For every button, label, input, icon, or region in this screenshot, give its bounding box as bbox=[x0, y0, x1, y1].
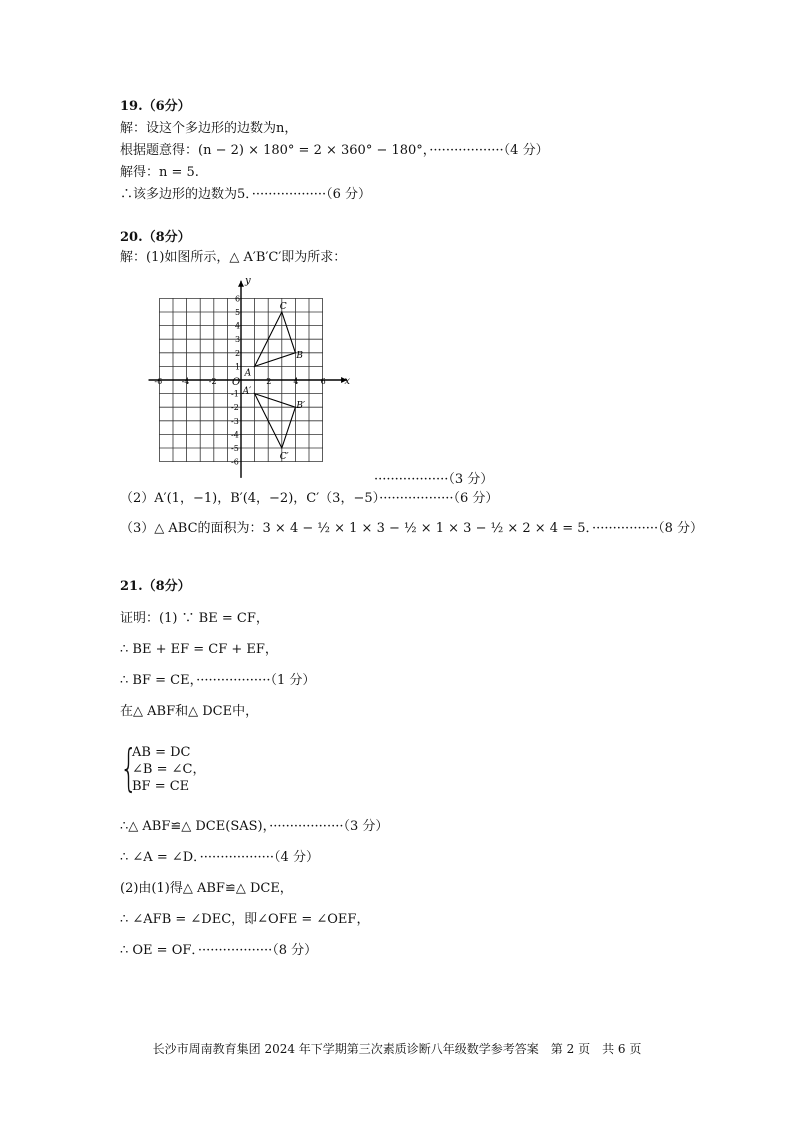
point-label: C bbox=[279, 302, 287, 312]
y-axis-arrow bbox=[238, 281, 244, 287]
q20-line-1: 解：(1)如图所示，△ A′B′C′即为所求： bbox=[120, 250, 347, 265]
coordinate-grid-figure bbox=[140, 268, 370, 478]
y-tick-label: -1 bbox=[231, 389, 239, 399]
q21-line-7: (2)由(1)得△ ABF≌△ DCE， bbox=[120, 881, 293, 896]
q21-header: 21.（8分） bbox=[120, 579, 191, 594]
origin-label: O bbox=[232, 377, 241, 388]
q21-line-3: ∴ BF = CE，··················（1 分） bbox=[120, 673, 316, 688]
q21-line-9: ∴ OE = OF．··················（8 分） bbox=[120, 943, 318, 958]
point-label: A′ bbox=[242, 386, 252, 397]
q19-line-3: 解得：n = 5. bbox=[120, 165, 199, 180]
q21-line-1: 证明：(1) ∵ BE = CF， bbox=[120, 611, 269, 626]
x-tick-label: 6 bbox=[320, 377, 326, 386]
system-line-1: AB = DC bbox=[132, 745, 191, 760]
y-tick-label: -6 bbox=[231, 457, 239, 467]
point-label: B′ bbox=[296, 401, 306, 412]
y-tick-label: 2 bbox=[235, 348, 241, 358]
point-label: A bbox=[244, 368, 252, 379]
page-footer: 长沙市周南教育集团 2024 年下学期第三次素质诊断八年级数学参考答案 第 2 页 共 6 页 bbox=[152, 1042, 642, 1056]
tick-labels bbox=[154, 275, 350, 466]
y-axis-label: y bbox=[245, 275, 251, 287]
y-tick-label: 6 bbox=[235, 294, 241, 304]
q20-header: 20.（8分） bbox=[120, 230, 191, 245]
y-tick-label: -3 bbox=[231, 416, 239, 426]
x-tick-label: -2 bbox=[208, 377, 217, 386]
q21-line-8: ∴ ∠AFB = ∠DEC，即∠OFE = ∠OEF， bbox=[120, 912, 370, 927]
system-line-3: BF = CE bbox=[132, 779, 190, 794]
x-tick-label: -6 bbox=[154, 377, 163, 386]
y-tick-label: -5 bbox=[231, 444, 239, 453]
q19-line-2: 根据题意得：(n − 2) × 180° = 2 × 360° − 180°，··················（4 分） bbox=[120, 143, 549, 158]
q20-line-3: （3）△ ABC的面积为：3 × 4 − ½ × 1 × 3 − ½ × 1 × 3 − ½ × 2 × 4 = 5．················（8 分） bbox=[120, 521, 704, 536]
y-tick-label: 5 bbox=[235, 308, 241, 317]
y-tick-label: 4 bbox=[235, 321, 241, 331]
q21-line-6: ∴ ∠A = ∠D．··················（4 分） bbox=[120, 850, 319, 865]
q21-line-5: ∴△ ABF≌△ DCE(SAS)，··················（3 分） bbox=[120, 819, 389, 834]
y-tick-label: 3 bbox=[235, 335, 241, 345]
q21-line-4: 在△ ABF和△ DCE中， bbox=[120, 704, 259, 719]
x-tick-label: 2 bbox=[266, 377, 272, 386]
x-tick-label: 4 bbox=[293, 377, 299, 386]
q19-header: 19.（6分） bbox=[120, 99, 191, 114]
point-label: C′ bbox=[279, 452, 289, 462]
point-label: B bbox=[296, 350, 304, 361]
q19-line-4: ∴该多边形的边数为5．··················（6 分） bbox=[120, 187, 372, 202]
left-brace: { bbox=[120, 739, 138, 797]
x-axis-label: x bbox=[344, 376, 351, 387]
q20-line-2: （2）A′(1，−1)，B′(4，−2)，C′（3，−5）··················（6 分） bbox=[120, 491, 499, 506]
y-tick-label: -2 bbox=[231, 403, 239, 413]
q20-points-1: ··················（3 分） bbox=[374, 472, 494, 487]
x-tick-label: -4 bbox=[181, 377, 190, 386]
y-tick-label: 1 bbox=[235, 362, 241, 372]
q19-line-1: 解：设这个多边形的边数为n， bbox=[120, 121, 298, 136]
q21-line-2: ∴ BE + EF = CF + EF， bbox=[120, 642, 278, 657]
system-line-2: ∠B = ∠C， bbox=[132, 762, 206, 777]
y-tick-label: -4 bbox=[231, 430, 239, 440]
